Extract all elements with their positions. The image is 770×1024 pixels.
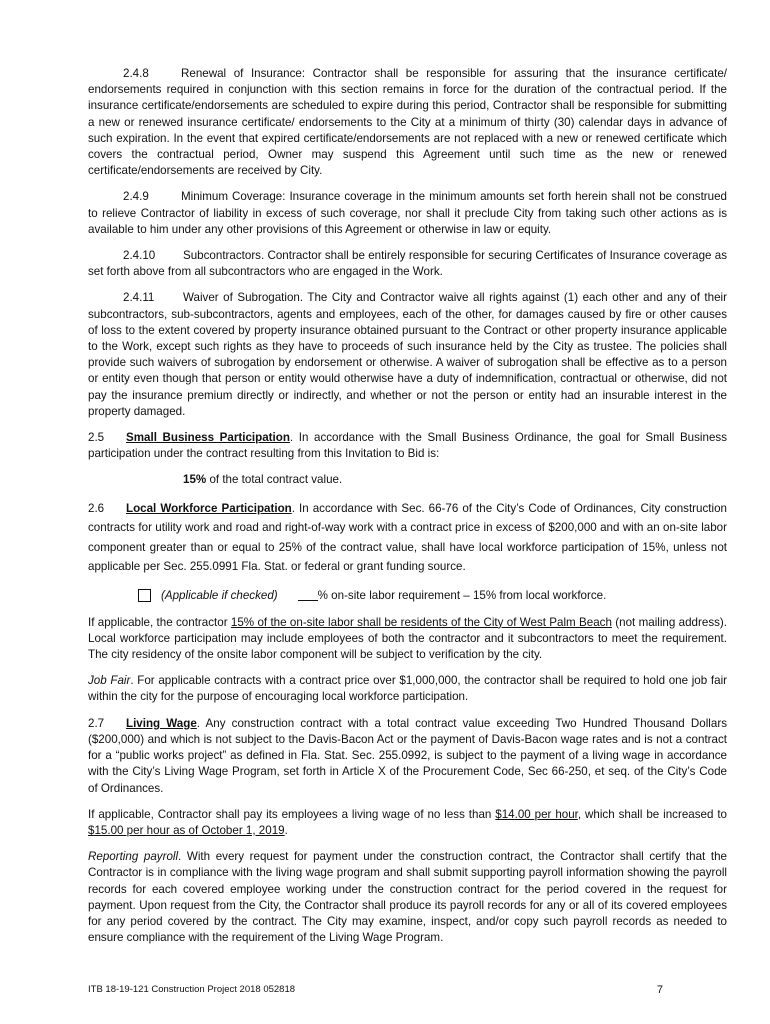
text: , which shall be increased to [577, 807, 727, 821]
section-number: 2.6 [88, 501, 105, 515]
section-number: 2.5 [88, 431, 105, 445]
section-text: Waiver of Subrogation. The City and Contractor waive all rights against (1) each other and any of their subcontractors, sub-subcontractors, agents and employees, each of the other, for damages caused by fire or other causes of loss to the extent covered by property insurance obtained pursuant to the Contract or other property insurance applicable to the Work, except such rights as they have to proceeds of such insurance held by the City as trustee. The policies shall provide such waivers of subrogation by endorsement or otherwise. A waiver of subrogation shall be effective as to a person or entity even though that person or entity would otherwise have a duty of indemnification, contractual or otherwise, did not pay the insurance premium directly or indirectly, and whether or not the person or entity had an insurable interest in the property damaged. [88, 291, 727, 418]
section-2-4-10 [88, 248, 727, 280]
document-page [88, 66, 727, 946]
section-2-4-11 [88, 290, 727, 420]
section-text: . In accordance with the Small Business Ordinance, the goal for Small Business participation under the contract resulting from this Invitation to Bid is: [88, 431, 727, 461]
section-text: Minimum Coverage: Insurance coverage in the minimum amounts set forth herein shall not be construed to relieve Contractor of liability in excess of such coverage, nor shall it preclude City from taking such other actions as is available to him under any other provisions of this Agreement or otherwise in law or equity. [88, 190, 727, 236]
section-number: 2.4.11 [123, 291, 155, 305]
section-text: Subcontractors. Contractor shall be entirely responsible for securing Certificates of Insurance coverage as set forth above from all subcontractors who are engaged in the Work. [88, 249, 727, 279]
job-fair-paragraph [88, 673, 727, 705]
living-wage-rates [88, 807, 727, 839]
section-2-4-9 [88, 189, 727, 238]
residency-requirement: 15% of the on-site labor shall be residents of the City of West Palm Beach [230, 615, 612, 629]
wage-rate-increase: $15.00 per hour as of October 1, 2019 [88, 823, 285, 837]
reporting-payroll-paragraph [88, 849, 727, 946]
section-text: . Any construction contract with a total contract value exceeding Two Hundred Thousand Dollars ($200,000) and which is not subject to the Davis-Bacon Act or the payment of Davis-Bacon wage rates and is not a contract for a “public works project” as defined in Fla. Stat. Sec. 255.0992, is subject to the payment of a living wage in accordance with the City’s Living Wage Program, set forth in Article X of the Procurement Code, Sec 66-250, et seq. of the City’s Code of Ordinances. [88, 716, 727, 795]
goal-text: of the total contract value. [206, 473, 343, 487]
small-business-goal [88, 472, 727, 488]
page-footer [88, 984, 663, 996]
section-title: Local Workforce Participation [126, 501, 292, 515]
applicable-checkbox-row [88, 587, 727, 605]
job-fair-label: Job Fair [88, 674, 131, 688]
section-number: 2.4.9 [123, 190, 149, 204]
goal-percent: 15% [183, 473, 207, 487]
section-number: 2.4.8 [123, 67, 149, 80]
section-2-5 [88, 430, 727, 462]
section-2-7 [88, 716, 727, 797]
wage-rate-current: $14.00 per hour [495, 807, 578, 821]
reporting-payroll-label: Reporting payroll [88, 850, 179, 864]
reporting-payroll-text: . With every request for payment under the construction contract, the Contractor shall certify that the Contractor is in compliance with the living wage program and shall submit supporting payroll information showing the payroll records for each covered employee working under the construction contract for the period covered in the request for payment. Upon request from the City, the Contractor shall produce its payroll records for any or all of its covered employees for any period covered by the contract. The City may examine, inspect, and/or copy such payroll records as needed to ensure compliance with the requirement of the Living Wage Program. [88, 850, 727, 945]
requirement-text: % on-site labor requirement – 15% from local workforce. [317, 588, 607, 602]
section-number: 2.4.10 [123, 249, 156, 263]
page-number: 7 [656, 984, 663, 996]
percent-blank-field[interactable] [298, 590, 318, 601]
section-2-4-8 [88, 66, 727, 179]
text: . [284, 823, 288, 837]
section-2-6 [88, 499, 727, 577]
section-number: 2.7 [88, 716, 105, 730]
local-workforce-applicable [88, 615, 727, 664]
section-title: Living Wage [126, 716, 197, 730]
section-title: Small Business Participation [126, 431, 290, 445]
job-fair-text: . For applicable contracts with a contract price over $1,000,000, the contractor shall be required to hold one job fair within the city for the purpose of encouraging local workforce participation. [88, 674, 727, 704]
checkbox-label: (Applicable if checked) [161, 588, 278, 602]
text: If applicable, the contractor [88, 615, 231, 629]
section-text: Renewal of Insurance: Contractor shall be responsible for assuring that the insurance certificate/ endorsements required in conjunction with this section remains in force for the duration of the contractual period. If the insurance certificate/endorsements are scheduled to expire during this period, Contractor shall be responsible for submitting a new or renewed insurance certificate/ endorsements to the City at a minimum of thirty (30) calendar days in advance of such expiration. In the event that expired certificate/endorsements are not replaced with a new or renewed certificate which covers the contractual period, Owner may suspend this Agreement until such time as the new or renewed certificate/endorsements are received by City. [88, 67, 727, 178]
text: If applicable, Contractor shall pay its employees a living wage of no less than [88, 807, 496, 821]
text: (not mailing address). Local workforce participation may include employees of both the contractor and it subcontractors to meet the requirement. The city residency of the onsite labor component will be subject to verification by the city. [88, 615, 727, 662]
document-id: ITB 18-19-121 Construction Project 2018 052818 [88, 984, 296, 995]
section-text: . In accordance with Sec. 66-76 of the City’s Code of Ordinances, City construction contracts for utility work and road and right-of-way work with a contract price in excess of $200,000 and with an on-site labor component greater than or equal to 25% of the contract value, shall have local workforce participation of 15%, unless not applicable per Sec. 255.0991 Fla. Stat. or federal or grant funding source. [88, 501, 727, 574]
applicable-checkbox[interactable] [138, 589, 151, 602]
